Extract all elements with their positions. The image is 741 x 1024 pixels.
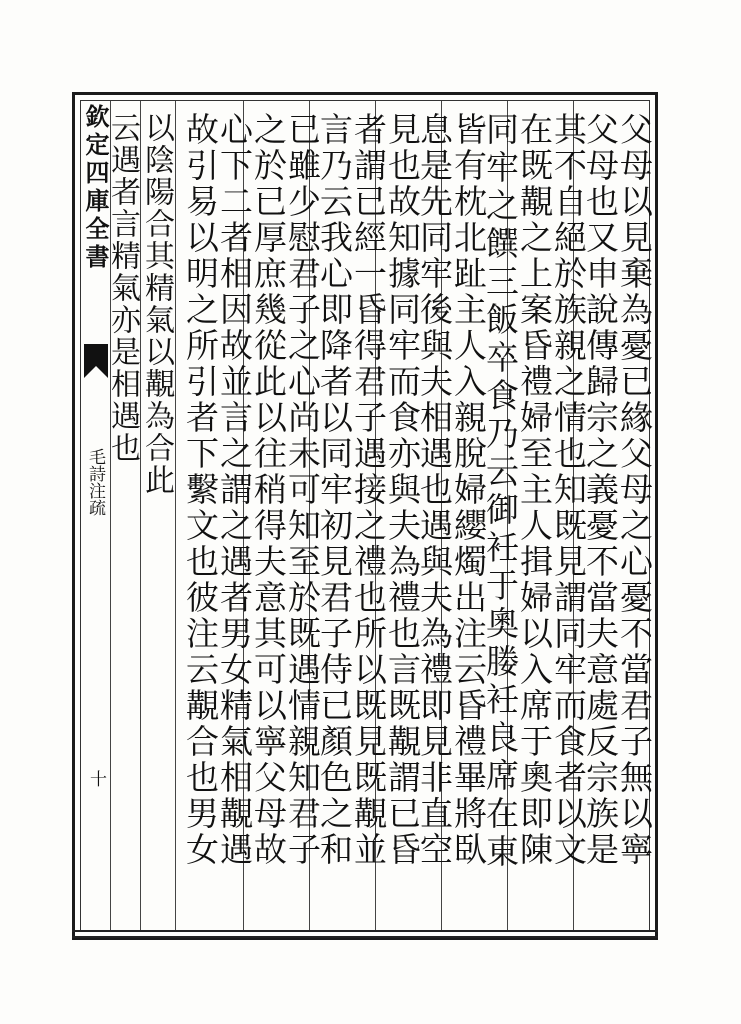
- text-column: 之於已厚庶幾從此以往稍得夫意其可以寧父母故: [249, 112, 288, 868]
- text-column: 父母以見棄為憂已緣父母之心憂不當君子無以寧: [615, 112, 654, 868]
- book-title: 毛詩注疏: [85, 448, 105, 516]
- text-column: 在既覯之上案昏禮婦至主人揖婦以入席于奧即陳: [515, 112, 554, 868]
- page-number: 十: [86, 770, 106, 787]
- text-column: 同牢之饌三飯卒食乃云御衽于奧媵衽良席在東: [481, 112, 520, 872]
- text-column: 已雖少慰君子之心尚未可知至於既遇情親知君子: [283, 112, 322, 868]
- text-column: 父母也又申說傳歸宗之義憂不當夫意處反宗族是: [581, 112, 620, 868]
- text-column: 云遇者言精氣亦是相遇也: [105, 112, 140, 464]
- text-column: 以陰陽合其精氣以覯為合此: [139, 112, 174, 496]
- text-column: 者謂已經一昏得君子遇接之禮也所以既見既覯並: [349, 112, 388, 868]
- text-column: 見也故知據同牢而食亦與夫為禮也言既覯謂已昏: [383, 112, 422, 868]
- text-column: 心下二者相因故並言之謂之遇者男女精氣相覯遇: [215, 112, 254, 868]
- collection-title: 欽定四庫全書: [81, 104, 110, 272]
- text-column: 皆有枕北趾主人入親脫婦纓燭出注云昏禮畢將臥: [449, 112, 488, 868]
- text-column: 言乃云我心即降者以同牢初見君子侍已顏色之和: [315, 112, 354, 868]
- bottom-border: [72, 930, 658, 938]
- text-column: 其不自絕於族親之情也知既見謂同牢而食者以文: [549, 112, 588, 868]
- text-column: 故引易以明之所引者下繫文也彼注云覯合也男女: [181, 112, 220, 868]
- text-column: 息是先同牢後與夫相遇也遇與夫為禮即見非直空: [415, 112, 454, 868]
